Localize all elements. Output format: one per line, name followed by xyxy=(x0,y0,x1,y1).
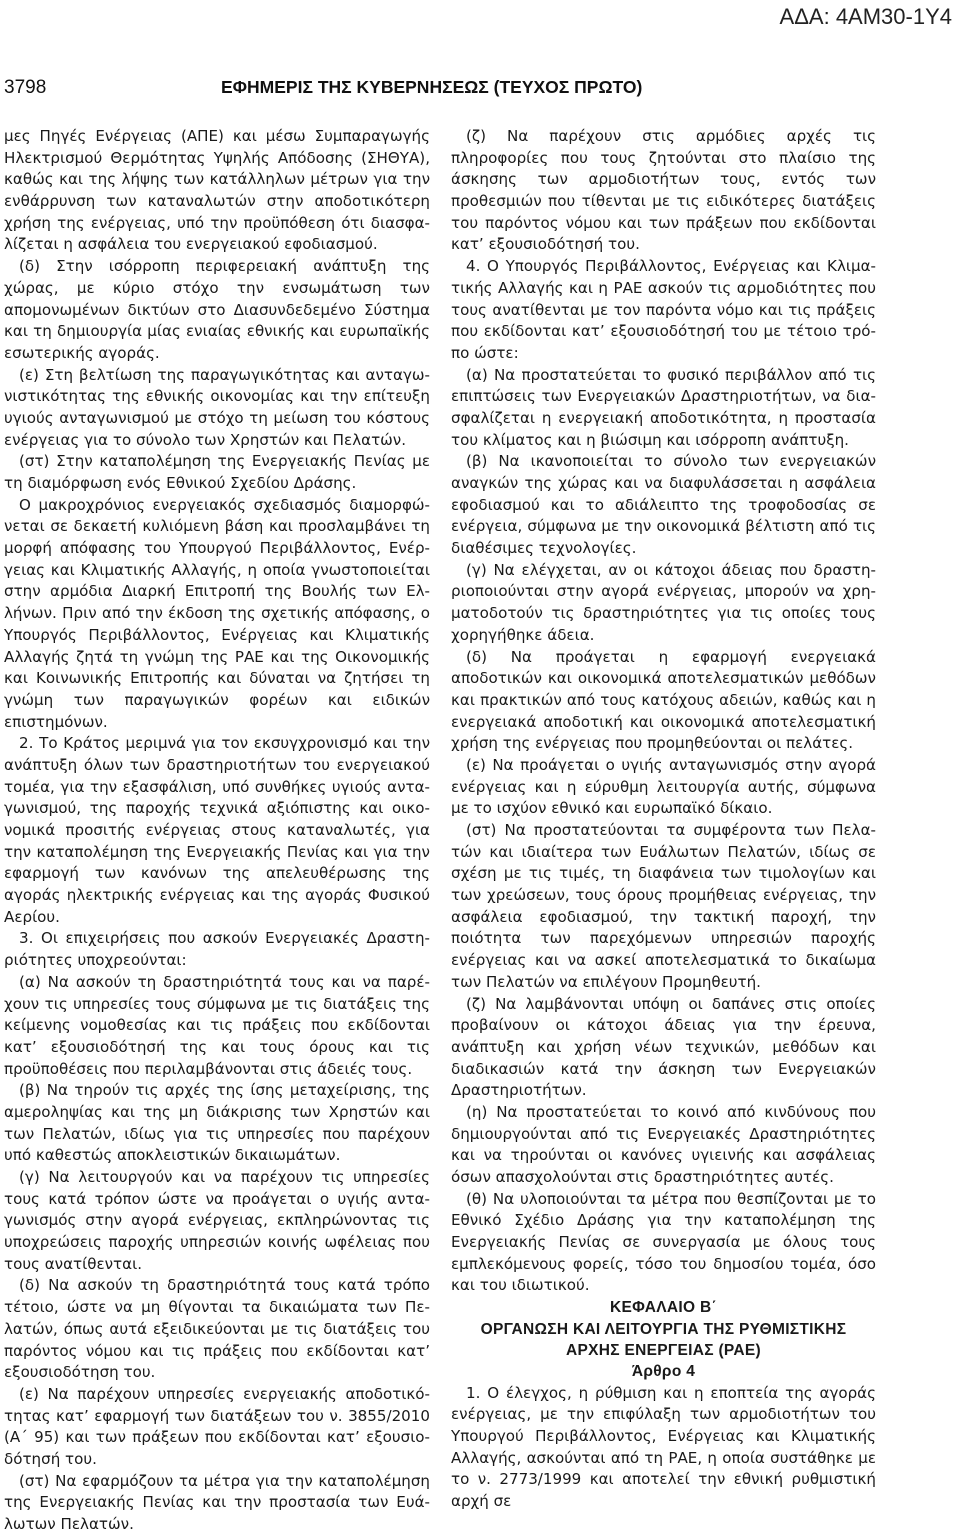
paragraph: Ο μακροχρόνιος ενεργειακός σχεδιασμός διαμορφώνεται σε δεκαετή κυλιόμενη βάση και προσλαμβάνει τη μορφή απόφασης του Υπουργού Περιβάλλοντος, Ενέργειας και Κλιματικής Αλλαγής, η οποία γνωστοποιείται στην αρμόδια Διαρκή Επιτροπή της Βουλής των Ελλήνων. Πριν από την έκδοση της σχετικής απόφασης, ο Υπουργός Περιβάλλοντος, Ενέργειας και Κλιματικής Αλλαγής ζητά τη γνώμη της ΡΑΕ και της Οικονομικής και Κοινωνικής Επιτροπής και δύναται να ζητήσει τη γνώμη των παραγωγικών φορέων και ειδικών επιστημόνων. xyxy=(4,495,430,731)
left-column xyxy=(4,126,430,1533)
paragraph: (δ) Στην ισόρροπη περιφερειακή ανάπτυξη της χώρας, με κύριο στόχο την ενσωμάτωση των απομονωμένων δικτύων στο Διασυνδεδεμένο Σύστημα και τη δημιουργία μίας ενιαίας εθνικής και ευρωπαϊκής εσωτερικής αγοράς. xyxy=(4,257,430,362)
paragraph: (ζ) Να παρέχουν στις αρμόδιες αρχές τις πληροφορίες που τους ζητούνται στο πλαίσιο της άσκησης των αρμοδιοτήτων τους, εντός των προθεσμιών που τίθενται με τις ειδικότερες διατάξεις του παρόντος νόμου και των πράξεων που εκδίδονται κατ’ εξουσιοδότησή του. xyxy=(451,127,876,254)
paragraph: (β) Να ικανοποιείται το σύνολο των ενεργειακών αναγκών της χώρας και να διαφυλάσσεται η ασφάλεια εφοδιασμού και το αδιάλειπτο της τροφοδοσίας σε ενέργεια, σύμφωνα με την οικονομικά βέλτιστη από τις διαθέσιμες τεχνολογίες. xyxy=(451,452,876,558)
paragraph: μες Πηγές Ενέργειας (ΑΠΕ) και μέσω Συμπαραγωγής Ηλεκτρισμού Θερμότητας Υψηλής Απόδοσης (ΣΗΘΥΑ), καθώς και της λήψης των κατάλληλων μέτρων για την ενθάρρυνση των καταναλωτών στην αποδοτικότερη χρήση της ενέργειας, υπό την προϋπόθεση ότι διασφαλίζεται η ασφάλεια του ενεργειακού εφοδιασμού. xyxy=(4,127,430,254)
paragraph: (γ) Να λειτουργούν και να παρέχουν τις υπηρεσίες τους κατά τρόπον ώστε να προάγεται ο υγιής ανταγωνισμός στην αγορά ενέργειας, εκπληρώνοντας τις υποχρεώσεις παροχής υπηρεσιών κοινής ωφέλειας που τους ανατίθενται. xyxy=(4,1168,430,1273)
paragraph: (ε) Να παρέχουν υπηρεσίες ενεργειακής αποδοτικότητας κατ’ εφαρμογή των διατάξεων του ν. 3855/2010 (Α΄ 95) και των πράξεων που εκδίδονται κατ’ εξουσιοδότησή του. xyxy=(4,1384,430,1468)
paragraph: (δ) Να προάγεται η εφαρμογή ενεργειακά αποδοτικών και οικονομικά αποτελεσματικών μεθόδων και πρακτικών από τους κατόχους αδειών, καθώς και η ενεργειακά αποδοτική και οικονομικά αποτελεσματική χρήση της ενέργειας που προμηθεύονται οι πελάτες. xyxy=(451,647,876,753)
paragraph: (α) Να προστατεύεται το φυσικό περιβάλλον από τις επιπτώσεις των Ενεργειακών Δραστηριοτήτων, να διασφαλίζεται η ενεργειακή αποδοτικότητα, η προστασία του κλίματος και η βιώσιμη και ισόρροπη ανάπτυξη. xyxy=(451,365,876,449)
chapter-title: ΟΡΓΑΝΩΣΗ ΚΑΙ ΛΕΙΤΟΥΡΓΙΑ ΤΗΣ ΡΥΘΜΙΣΤΙΚΗΣ xyxy=(480,1320,847,1338)
paragraph: (θ) Να υλοποιούνται τα μέτρα που θεσπίζονται με το Εθνικό Σχέδιο Δράσης για την καταπολέμηση της Ενεργειακής Πενίας σε συνεργασία με όλους τους εμπλεκόμενους φορείς, τόσο του δημοσίου τομέα, όσο και του ιδιωτικού. xyxy=(451,1189,876,1295)
paragraph: 2. Το Κράτος μεριμνά για τον εκσυγχρονισμό και την ανάπτυξη όλων των δραστηριοτήτων του ενεργειακού τομέα, για την εξασφάλιση, υπό συνθήκες υγιούς ανταγωνισμού, της παροχής τεχνικά αξιόπιστης και οικονομικά προσιτής ενέργειας στους καταναλωτές, για την καταπολέμηση της Ενεργειακής Πενίας και για την εφαρμογή των κανόνων της απελευθέρωσης της αγοράς ηλεκτρικής ενέργειας και της αγοράς Φυσικού Αερίου. xyxy=(4,734,430,926)
paragraph: 1. Ο έλεγχος, η ρύθμιση και η εποπτεία της αγοράς ενέργειας, με την επιφύλαξη των αρμοδιοτήτων του Υπουργού Περιβάλλοντος, Ενέργειας και Κλιματικής Αλλαγής, ασκούνται από τη ΡΑΕ, η οποία συστάθηκε με το ν. 2773/1999 και αποτελεί την εθνική ρυθμιστική αρχή σε xyxy=(451,1383,876,1510)
paragraph: 3. Οι επιχειρήσεις που ασκούν Ενεργειακές Δραστηριότητες υποχρεούνται: xyxy=(4,929,430,970)
page-number: 3798 xyxy=(4,77,47,98)
paragraph: (ε) Να προάγεται ο υγιής ανταγωνισμός στην αγορά ενέργειας και η εύρυθμη λειτουργία αυτής, σύμφωνα με το ισχύον εθνικό και ευρωπαϊκό δίκαιο. xyxy=(451,755,876,818)
paragraph: (ε) Στη βελτίωση της παραγωγικότητας και ανταγωνιστικότητας της εθνικής οικονομίας και την επίτευξη υγιούς ανταγωνισμού με στόχο τη μείωση του κόστους ενέργειας για το σύνολο των Χρηστών και Πελατών. xyxy=(4,365,430,449)
paragraph: 4. Ο Υπουργός Περιβάλλοντος, Ενέργειας και Κλιματικής Αλλαγής και η ΡΑΕ ασκούν τις αρμοδιότητες που τους ανατίθενται με τον παρόντα νόμο και τις πράξεις που εκδίδονται κατ’ εξουσιοδότησή του με τέτοιο τρόπο ώστε: xyxy=(451,257,876,362)
right-column xyxy=(451,126,876,1510)
paragraph: (α) Να ασκούν τη δραστηριότητά τους και να παρέχουν τις υπηρεσίες τους σύμφωνα με τις διατάξεις της κείμενης νομοθεσίας και τις πράξεις που εκδίδονται κατ’ εξουσιοδότησή της και τους όρους και τις προϋποθέσεις που περιλαμβάνονται στις άδειές τους. xyxy=(4,972,430,1078)
ada-code: ΑΔΑ: 4ΑΜ30-1Υ4 xyxy=(779,4,952,29)
paragraph: (στ) Στην καταπολέμηση της Ενεργειακής Πενίας με τη διαμόρφωση ενός Εθνικού Σχεδίου Δράσης. xyxy=(4,452,430,492)
chapter-label: ΚΕΦΑΛΑΙΟ Β΄ xyxy=(610,1299,717,1317)
paragraph: (στ) Να εφαρμόζουν τα μέτρα για την καταπολέμηση της Ενεργειακής Πενίας και την προστασία των Ευάλωτων Πελατών. xyxy=(4,1471,430,1533)
chapter-title: ΑΡΧΗΣ ΕΝΕΡΓΕΙΑΣ (ΡΑΕ) xyxy=(566,1341,761,1359)
paragraph: (γ) Να ελέγχεται, αν οι κάτοχοι άδειας που δραστηριοποιούνται στην αγορά ενέργειας, μπορούν να χρηματοδοτούν τις δραστηριότητες για τις οποίες τους χορηγήθηκε άδεια. xyxy=(451,560,876,644)
article-title: Άρθρο 4 xyxy=(631,1362,696,1380)
paragraph: (στ) Να προστατεύονται τα συμφέροντα των Πελατών και ιδιαίτερα των Ευάλωτων Πελατών, ιδίως σε σχέση με τις τιμές, τη διαφάνεια των τιμολογίων και των χρεώσεων, τους όρους προμήθειας ενέργειας, την ασφάλεια εφοδιασμού, την τακτική παροχή, την ποιότητα των παρεχόμενων υπηρεσιών παροχής ενέργειας και να ασκεί αποτελεσματικά το δικαίωμα των Πελατών να επιλέγουν Προμηθευτή. xyxy=(451,821,876,991)
page-header xyxy=(0,77,960,107)
paragraph: (δ) Να ασκούν τη δραστηριότητά τους κατά τρόπο τέτοιο, ώστε να μη θίγονται τα δικαιώματα των Πελατών, όπως αυτά εξειδικεύονται με τις διατάξεις του παρόντος νόμου και τις πράξεις που εκδίδονται κατ’ εξουσιοδότηση του. xyxy=(4,1276,430,1382)
paragraph: (ζ) Να λαμβάνονται υπόψη οι δαπάνες στις οποίες προβαίνουν οι κάτοχοι άδειας για την έρευνα, ανάπτυξη και χρήση νέων τεχνικών, μεθόδων και διαδικασιών κατά την άσκηση των Ενεργειακών Δραστηριοτήτων. xyxy=(451,994,876,1100)
paragraph: (η) Να προστατεύεται το κοινό από κινδύνους που δημιουργούνται από τις Ενεργειακές Δραστηριότητες και να τηρούνται οι κανόνες υγιεινής και ασφάλειας όσων απασχολούνται στις δραστηριότητες αυτές. xyxy=(451,1102,876,1186)
gazette-title: ΕΦΗΜΕΡΙΣ ΤΗΣ ΚΥΒΕΡΝΗΣΕΩΣ (ΤΕΥΧΟΣ ΠΡΩΤΟ) xyxy=(221,77,643,97)
paragraph: (β) Να τηρούν τις αρχές της ίσης μεταχείρισης, της αμεροληψίας και της μη διάκρισης των Χρηστών και των Πελατών, ιδίως για τις υπηρεσίες που παρέχουν υπό καθεστώς αποκλειστικών δικαιωμάτων. xyxy=(4,1081,430,1165)
